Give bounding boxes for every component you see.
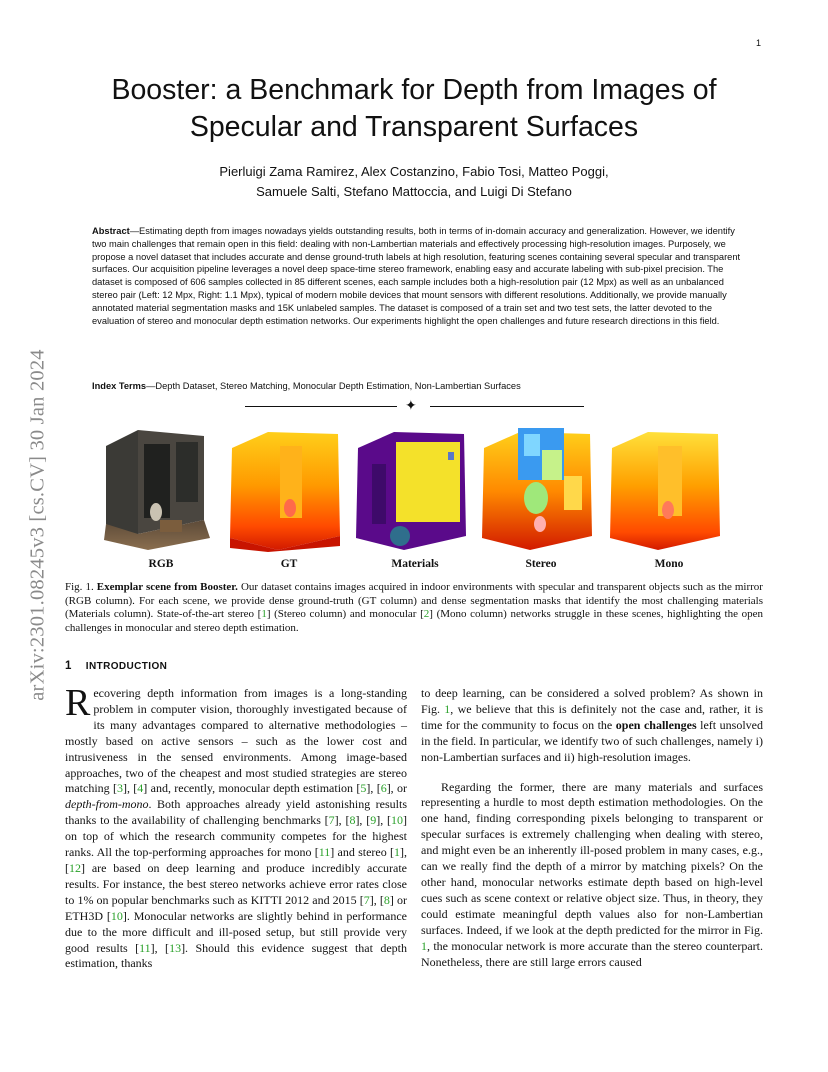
index-terms	[92, 380, 742, 393]
figure-panel-materials	[354, 424, 476, 552]
citation-link[interactable]: 8	[349, 813, 356, 828]
figure-label-stereo: Stereo	[525, 558, 557, 570]
figure-link[interactable]: 1	[421, 938, 427, 953]
index-terms-label: Index Terms	[92, 381, 147, 391]
body-text: ] and, recently, monocular depth estimation [	[143, 781, 361, 796]
section-divider-left	[245, 406, 397, 407]
body-text: , the monocular network is more accurate than the stereo counterpart. Nonetheless, there are still large errors caused	[421, 938, 763, 969]
body-text: ] or ETH3D [	[65, 892, 407, 923]
figure-label-rgb: RGB	[148, 558, 174, 570]
body-emphasis: depth-from-mono	[65, 797, 149, 812]
body-text: ], [	[65, 845, 407, 875]
body-text: left unsolved in the field. In particular, we identify two of such challenges, namely i) non-Lambertian surfaces and ii) high-resolution images.	[421, 717, 763, 764]
caption-bold: Exemplar scene from Booster.	[96, 581, 238, 593]
body-text: ], [	[122, 781, 138, 796]
paper-title	[50, 72, 778, 146]
citation-link[interactable]: 5	[360, 781, 367, 796]
title-line-1: Booster: a Benchmark for Depth from Images of	[111, 74, 717, 106]
body-bold: open challenges	[615, 717, 697, 732]
citation-link[interactable]: 6	[380, 781, 387, 796]
body-text: ] are based on deep learning and produce incredibly accurate results. For instance, the best stereo networks achieve error rates close to 1% on popular benchmarks such as KITTI 2012 and 2015 [	[65, 860, 407, 907]
body-text: ecovering depth information from images is a long-standing problem in computer vision, thoroughly investigated because of its many advantages compared to alternative methodologies – mostly based on active sensors – such as the lower cost and intrusiveness in the sensed environments. Among image-based approaches, two of the cheapest and most studied strategies are stereo matching [	[65, 686, 407, 796]
figure-link[interactable]: 1	[444, 701, 451, 716]
body-text: ], [	[376, 813, 391, 828]
citation-link[interactable]: 1	[261, 608, 267, 620]
body-text: ], [	[355, 813, 371, 828]
figure-panel-rgb	[100, 424, 222, 552]
citation-link[interactable]: 10	[390, 813, 403, 828]
body-text: Regarding the former, there are many materials and surfaces representing a hurdle to most depth estimation methodologies. On the one hand, finding corresponding pixels belonging to transparent or specular surfaces is extremely challenging when dealing with stereo, and might even be an inherently ill-posed problem in many cases, e.g., can we really find the depth of a mirror by matching pixels? On the other hand, monocular networks estimate depth based on high-level cues such as scene context or relative object size. Thus, in theory, they could estimate meaningful depth values also for non-Lambertian surfaces. Indeed, if we look at the depth predicted for the mirror in Fig.	[421, 779, 763, 937]
citation-link[interactable]: 8	[383, 892, 390, 907]
citation-link[interactable]: 9	[370, 813, 377, 828]
section-number: 1	[65, 660, 72, 672]
figure-label-gt: GT	[280, 558, 298, 570]
body-column-left	[65, 682, 408, 972]
citation-link[interactable]: 7	[363, 892, 370, 907]
page-number: 1	[756, 38, 762, 48]
citation-link[interactable]: 2	[423, 608, 430, 620]
body-text: , we believe that this is definitely not the case and, rather, it is time for the community to focus on the	[421, 701, 763, 732]
citation-link[interactable]: 11	[139, 940, 151, 955]
citation-link[interactable]: 11	[318, 845, 331, 860]
body-text: ], [	[366, 781, 381, 796]
body-text: . Both approaches already yield astonishing results thanks to the availability of challenging benchmarks [	[65, 797, 407, 828]
abstract-text: —Estimating depth from images nowadays yields outstanding results, both in terms of in-domain accuracy and generalization. However, we identify two main challenges that remain open in this field: dealing with non-Lambertian materials and effectively processing high-resolution images. Purposely, we propose a novel dataset that includes accurate and dense ground-truth labels at high resolution, featuring scenes containing several specular and transparent surfaces. Our acquisition pipeline leverages a novel deep space-time stereo framework, enabling easy and accurate labeling with sub-pixel precision. The dataset is composed of 606 samples collected in 85 different scenes, each sample includes both a high-resolution pair (12 Mpx) as well as an unbalanced stereo pair (Left: 12 Mpx, Right: 1.1 Mpx), typical of modern mobile devices that mount sensors with different resolutions. Additionally, we provide manually annotated material segmentation masks and 15K unlabeled samples. The dataset is composed of a train set and two test sets, the latter devoted to the evaluation of stereo and monocular depth estimation networks. Our experiments highlight the open challenges and future research directions in this field.	[92, 226, 741, 326]
caption-text: Our dataset contains images acquired in indoor environments with specular and transparent objects such as the mirror (RGB column). For each scene, we provide dense ground-truth (GT column) and dense segmentation masks that identify the most challenging materials (Materials column). State-of-the-art stereo [	[65, 581, 763, 620]
citation-link[interactable]: 12	[69, 860, 81, 875]
body-text: ]. Monocular networks are slightly behind in performance due to the more difficult and ill-posed setup, but still provide very good results [	[65, 908, 407, 955]
citation-link[interactable]: 1	[394, 845, 400, 860]
abstract-label: Abstract	[92, 226, 130, 236]
figure-1	[96, 420, 736, 580]
index-terms-text: —Depth Dataset, Stereo Matching, Monocular Depth Estimation, Non-Lambertian Surfaces	[146, 381, 521, 391]
caption-text: ] (Stereo column) and monocular [	[266, 608, 424, 620]
body-text: ] on top of which the research community competes for the highest ranks. All the top-performing approaches for mono [	[65, 813, 407, 860]
paragraph	[421, 780, 763, 971]
body-text: ], [	[334, 813, 350, 828]
paragraph	[65, 682, 408, 972]
body-text: ]. Should this evidence suggest that depth estimation, thanks	[65, 940, 408, 971]
body-text: ], [	[150, 940, 170, 955]
author-list	[150, 162, 678, 202]
body-column-right	[421, 686, 763, 970]
divider-star-icon: ✦	[405, 398, 417, 414]
paragraph	[421, 686, 763, 766]
arxiv-identifier-stamp: arXiv:2301.08245v3 [cs.CV] 30 Jan 2024	[26, 349, 49, 701]
body-text: to deep learning, can be considered a solved problem? As shown in Fig.	[421, 686, 763, 716]
caption-prefix: Fig. 1.	[65, 581, 97, 593]
title-line-2: Specular and Transparent Surfaces	[189, 111, 639, 143]
section-heading	[65, 660, 167, 672]
body-text: ] and stereo [	[330, 845, 394, 860]
citation-link[interactable]: 4	[137, 781, 144, 796]
figure-panel-stereo	[480, 424, 602, 552]
citation-link[interactable]: 10	[110, 908, 123, 923]
section-divider-right	[430, 406, 584, 407]
figure-label-materials: Materials	[391, 558, 439, 570]
section-title: INTRODUCTION	[85, 661, 168, 672]
body-text: ], [	[369, 892, 384, 907]
figure-panel-mono	[608, 424, 730, 552]
figure-panel-gt	[228, 424, 350, 552]
citation-link[interactable]: 7	[328, 813, 335, 828]
drop-cap: R	[65, 682, 91, 724]
figure-label-mono: Mono	[654, 558, 684, 570]
citation-link[interactable]: 3	[116, 781, 123, 796]
authors-line-1: Pierluigi Zama Ramirez, Alex Costanzino, Fabio Tosi, Matteo Poggi,	[219, 164, 609, 179]
abstract	[92, 225, 742, 327]
body-text: ], or	[386, 781, 407, 796]
caption-text: ] (Mono column) networks struggle in these scenes, highlighting the open challenges in monocular and stereo depth estimation.	[65, 608, 763, 634]
figure-caption	[65, 581, 763, 635]
authors-line-2: Samuele Salti, Stefano Mattoccia, and Luigi Di Stefano	[256, 184, 572, 199]
citation-link[interactable]: 13	[169, 940, 182, 955]
